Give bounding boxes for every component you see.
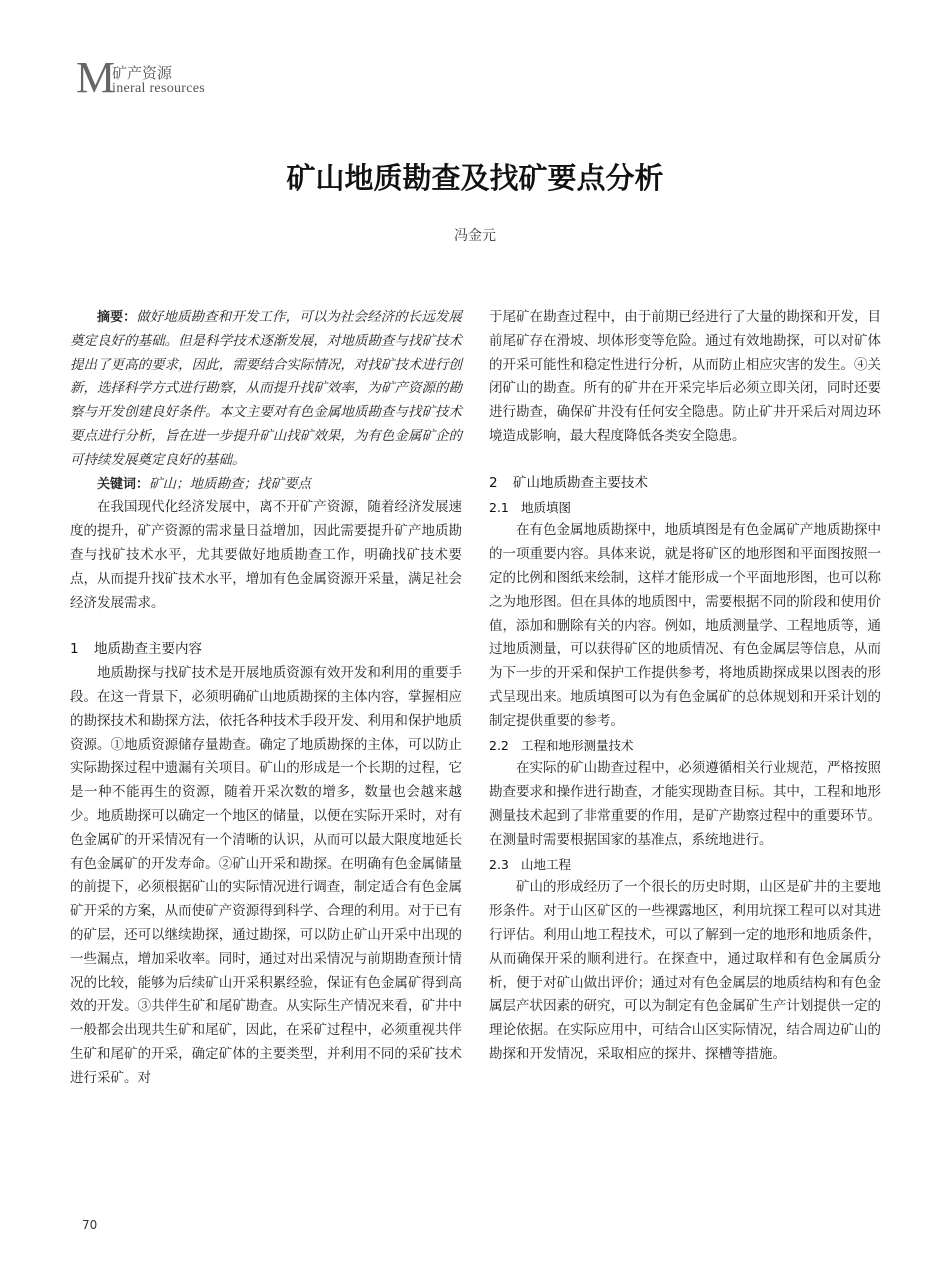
subsection-2-1-title: 地质填图: [521, 499, 572, 515]
article-author: 冯金元: [454, 228, 496, 244]
right-column: [489, 306, 881, 1067]
journal-section-cn: 矿产资源: [112, 64, 173, 82]
section-spacer: [489, 449, 881, 472]
abstract: [70, 306, 462, 473]
subsection-2-1-number: 2.1: [489, 499, 509, 515]
section-1-title: 地质勘查主要内容: [94, 641, 202, 658]
section-1-heading: [70, 638, 462, 662]
journal-logo-initial: M: [76, 53, 115, 102]
subsection-2-2-title: 工程和地形测量技术: [521, 737, 634, 753]
intro-paragraph: 在我国现代化经济发展中，离不开矿产资源，随着经济发展速度的提升，矿产资源的需求量日益增加，因此需要提升矿产地质勘查与找矿技术水平，尤其要做好地质勘查工作，明确找矿技术要点，从而提升找矿技术水平，增加有色金属资源开采量，满足社会经济发展需求。: [70, 499, 462, 611]
subsection-2-2-number: 2.2: [489, 737, 509, 753]
section-1-body: 地质勘探与找矿技术是开展地质资源有效开发和利用的重要手段。在这一背景下，必须明确矿山地质勘探的主体内容，掌握相应的勘探技术和勘探方法，依托各种技术手段开发、利用和保护地质资源。①地质资源储存量勘查。确定了地质勘探的主体，可以防止实际勘探过程中遗漏有关项目。矿山的形成是一个长期的过程，它是一种不能再生的资源，随着开采次数的增多，数量也会越来越少。地质勘探可以确定一个地区的储量，以便在实际开采时，对有色金属矿的开采情况有一个清晰的认识，从而可以最大限度地延长有色金属矿的开发寿命。②矿山开采和勘探。在明确有色金属储量的前提下，必须根据矿山的实际情况进行调查，制定适合有色金属矿开采的方案，从而使矿产资源得到科学、合理的利用。对于已有的矿层，还可以继续勘探，通过勘探，可以防止矿山开采中出现的一些漏点，增加采收率。同时，通过对出采情况与前期勘查预计情况的比较，能够为后续矿山开采积累经验，保证有色金属矿得到高效的开发。③共伴生矿和尾矿勘查。从实际生产情况来看，矿井中一般都会出现共生矿和尾矿，因此，在采矿过程中，必须重视共伴生矿和尾矿的开采，确定矿体的主要类型，并利用不同的采矿技术进行采矿。对: [70, 665, 462, 1086]
section-2-title: 矿山地质勘查主要技术: [513, 474, 648, 491]
subsection-2-3-body: 矿山的形成经历了一个很长的历史时期，山区是矿井的主要地形条件。对于山区矿区的一些裸露地区，利用坑探工程可以对其进行评估。利用山地工程技术，可以了解到一定的地形和地质条件，从而确保开采的顺利进行。在探查中，通过取样和有色金属质分析，便于对矿山做出评价；通过对有色金属层的地质结构和有色金属层产状因素的研究，可以为制定有色金属矿生产计划提供一定的理论依据。在实际应用中，可结合山区实际情况，结合周边矿山的勘探和开发情况，采取相应的探井、探槽等措施。: [489, 879, 881, 1062]
abstract-label: 摘要：: [97, 310, 137, 325]
left-column: [70, 306, 462, 1091]
subsection-2-2-heading: [489, 734, 881, 758]
journal-section-en: ineral resources: [112, 81, 206, 96]
keywords-text: 矿山；地质勘查；找矿要点: [149, 475, 312, 492]
abstract-text: 做好地质勘查和开发工作，可以为社会经济的长远发展奠定良好的基础。但是科学技术逐渐发展，对地质勘查与找矿技术提出了更高的要求，因此，需要结合实际情况，对找矿技术进行创新，选择科学方式进行勘察，从而提升找矿效率，为矿产资源的勘察与开发创建良好条件。本文主要对有色金属地质勘查与找矿技术要点进行分析，旨在进一步提升矿山找矿效果，为有色金属矿企的可持续发展奠定良好的基础。: [70, 309, 462, 468]
subsection-2-3-heading: [489, 853, 881, 877]
subsection-2-3-title: 山地工程: [521, 856, 572, 872]
subsection-2-1-body: 在有色金属地质勘探中，地质填图是有色金属矿产地质勘探中的一项重要内容。具体来说，就是将矿区的地形图和平面图按照一定的比例和图纸来绘制，这样才能形成一个平面地形图，也可以称之为地形图。但在具体的地质图中，需要根据不同的阶段和使用价值，添加和删除有关的内容。例如，地质测量学、工程地质等，通过地质测量，可以获得矿区的地质情况、有色金属层等信息，从而为下一步的开采和保护工作提供参考，将地质勘探成果以图表的形式呈现出来。地质填图可以为有色金属矿的总体规划和开采计划的制定提供重要的参考。: [489, 522, 881, 729]
keywords: [70, 473, 462, 497]
section-1-continued: 于尾矿在勘查过程中，由于前期已经进行了大量的勘探和开发，目前尾矿存在滑坡、坝体形变等危险。通过有效地勘探，可以对矿体的开采可能性和稳定性进行分析，从而防止相应灾害的发生。④关闭矿山的勘查。所有的矿井在开采完毕后必须立即关闭，同时还要进行勘查，确保矿井没有任何安全隐患。防止矿井开采后对周边环境造成影响，最大程度降低各类安全隐患。: [489, 309, 881, 444]
section-spacer: [70, 615, 462, 638]
section-2-heading: [489, 472, 881, 496]
subsection-2-1-heading: [489, 496, 881, 520]
section-1-number: 1: [70, 641, 79, 658]
section-2-number: 2: [489, 474, 498, 491]
keywords-label: 关键词：: [97, 476, 150, 492]
article-title: 矿山地质勘查及找矿要点分析: [286, 161, 664, 195]
page-number: 70: [82, 1218, 98, 1232]
subsection-2-3-number: 2.3: [489, 856, 509, 872]
subsection-2-2-body: 在实际的矿山勘查过程中，必须遵循相关行业规范，严格按照勘查要求和操作进行勘查，才能实现勘查目标。其中，工程和地形测量技术起到了非常重要的作用，是矿产勘察过程中的重要环节。在测量时需要根据国家的基准点，系统地进行。: [489, 760, 881, 848]
